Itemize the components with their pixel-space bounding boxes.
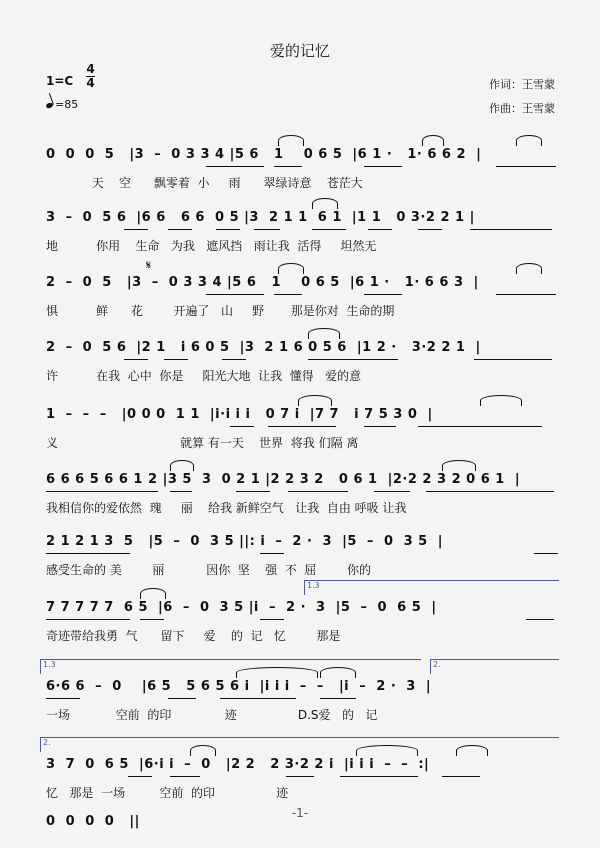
underline xyxy=(124,359,148,360)
tie xyxy=(320,667,356,678)
time-bottom: 4 xyxy=(86,76,95,90)
underline xyxy=(442,776,480,777)
underline xyxy=(364,294,402,295)
underline xyxy=(288,491,348,492)
score-line-9 xyxy=(43,660,556,737)
score-line-2 xyxy=(46,208,556,268)
lyrics: 奇迹带给我勇 气 留下 爱 的 记 忆 那是 xyxy=(46,629,341,643)
underline xyxy=(374,491,410,492)
underline xyxy=(170,491,192,492)
underline xyxy=(124,229,148,230)
tie xyxy=(356,745,418,756)
volta-bracket: 2. xyxy=(430,659,559,674)
underline xyxy=(216,229,240,230)
underline xyxy=(286,776,314,777)
lyrics: 许 在我 心中 你是 阳光大地 让我 懂得 爱的意 xyxy=(46,369,362,383)
underline xyxy=(168,698,196,699)
tie xyxy=(298,395,332,406)
lyrics: 惧 鲜 花 开遍了 山 野 那是你对 生命的期 xyxy=(46,304,395,318)
lyrics: 地 你用 生命 为我 遮风挡 雨让我 活得 坦然无 xyxy=(46,239,377,253)
underline xyxy=(368,229,392,230)
underline xyxy=(308,359,398,360)
time-top: 4 xyxy=(86,62,95,76)
notation: 3 – 0 5 6 |6 6 6 6 0 5 |3 2 1 1 6 1 |1 1 0 3·2 2 1 | xyxy=(46,210,475,225)
score-line-3 xyxy=(46,273,556,333)
tie xyxy=(170,460,194,471)
quarter-note-icon xyxy=(45,102,53,109)
underline xyxy=(222,359,246,360)
underline xyxy=(206,166,264,167)
tie xyxy=(442,460,476,471)
underline xyxy=(496,166,556,167)
underline xyxy=(470,229,552,230)
score-line-4 xyxy=(46,338,556,398)
notation: 3 7 0 6 5 |6·i i – 0 |2 2 2 3·2 2 i |i i i – – :| xyxy=(46,757,430,772)
underline xyxy=(418,426,542,427)
underline xyxy=(46,619,130,620)
underline xyxy=(534,553,558,554)
underline xyxy=(220,698,296,699)
tie xyxy=(236,667,318,678)
underline xyxy=(46,491,158,492)
notation: 6·6 6 – 0 |6 5 5 6 5 6 i |i i i – – |i – 2 · 3 | xyxy=(46,679,432,694)
tie xyxy=(190,745,216,756)
score-line-8 xyxy=(46,581,556,658)
underline xyxy=(268,426,336,427)
tempo-value: =85 xyxy=(55,98,79,111)
underline xyxy=(46,553,130,554)
underline xyxy=(426,491,554,492)
segno-sign: 𝄋 xyxy=(146,258,152,272)
volta-bracket: 1.3 xyxy=(40,659,421,674)
underline xyxy=(164,359,188,360)
score-line-1 xyxy=(46,145,556,205)
underline xyxy=(364,426,396,427)
score-line-6 xyxy=(46,470,556,530)
composer-credit: 作曲：王雪蒙 xyxy=(489,102,555,115)
underline xyxy=(46,698,80,699)
lyricist-credit: 作词：王雪蒙 xyxy=(489,78,555,91)
tie xyxy=(516,135,542,146)
underline xyxy=(168,229,192,230)
underline xyxy=(254,229,280,230)
notation: 7 7 7 7 7 6 5 |6 – 0 3 5 |i – 2 · 3 |5 – 0 6 5 | xyxy=(46,600,437,615)
notation: 2 – 0 5 6 |2 1 i 6 0 5 |3 2 1 6 0 5 6 |1 2 · 3·2 2 1 | xyxy=(46,340,481,355)
tie xyxy=(516,263,542,274)
underline xyxy=(526,619,554,620)
underline xyxy=(418,229,442,230)
page-number: -1- xyxy=(291,806,309,820)
lyrics: 天 空 飘零着 小 雨 翠绿诗意 苍茫大 xyxy=(46,176,363,190)
song-title: 爱的记忆 xyxy=(269,42,330,60)
volta-bracket: 2. xyxy=(40,737,559,752)
underline xyxy=(236,491,270,492)
tie xyxy=(456,745,488,756)
underline xyxy=(496,294,556,295)
score-line-5 xyxy=(46,405,556,465)
notation: 1 – – – |0 0 0 1 1 |i·i i i 0 7 i |7 7 i 7 5 3 0 | xyxy=(46,407,433,422)
underline xyxy=(140,619,164,620)
tempo-marking xyxy=(46,98,78,111)
time-signature xyxy=(86,64,95,89)
underline xyxy=(260,553,284,554)
tie xyxy=(278,263,304,274)
notation: 2 – 0 5 |3 – 0 3 3 4 |5 6 1 0 6 5 |6 1 · 1· 6 6 3 | xyxy=(46,275,479,290)
lyrics: 我相信你的爱依然 瑰 丽 给我 新鲜空气 让我 自由 呼吸 让我 xyxy=(46,501,407,515)
underline xyxy=(230,426,254,427)
lyrics: 忆 那是 一场 空前 的印 迹 xyxy=(46,786,289,800)
notation: 0 0 0 0 || xyxy=(46,814,140,829)
tie xyxy=(308,328,340,339)
tie xyxy=(422,135,444,146)
lyrics: 一场 空前 的印 迹 D.S爱 的 记 xyxy=(46,708,378,722)
underline xyxy=(364,166,402,167)
underline xyxy=(274,166,302,167)
lyrics: 感受生命的 美 丽 因你 坚 强 不 屈 你的 xyxy=(46,563,371,577)
underline xyxy=(320,698,356,699)
lyrics: 义 就算 有一天 世界 将我 们隔 离 xyxy=(46,436,359,450)
volta-bracket: 1.3 xyxy=(304,580,559,595)
notation: 2 1 2 1 3 5 |5 – 0 3 5 ||: i – 2 · 3 |5 – 0 3 5 | xyxy=(46,534,443,549)
key-signature: 1=C xyxy=(46,74,74,88)
tie xyxy=(312,198,338,209)
underline xyxy=(170,776,200,777)
underline xyxy=(128,776,152,777)
tie xyxy=(278,135,304,146)
underline xyxy=(260,619,284,620)
underline xyxy=(206,294,264,295)
underline xyxy=(312,229,346,230)
tie xyxy=(480,395,522,406)
underline xyxy=(274,294,302,295)
underline xyxy=(474,359,552,360)
notation: 6 6 6 5 6 6 1 2 |3 5 3 0 2 1 |2 2 3 2 0 6 1 |2·2 2 3 2 0 6 1 | xyxy=(46,472,521,487)
underline xyxy=(340,776,418,777)
tie xyxy=(140,588,166,599)
notation: 0 0 0 5 |3 – 0 3 3 4 |5 6 1 0 6 5 |6 1 · 1· 6 6 2 | xyxy=(46,147,482,162)
